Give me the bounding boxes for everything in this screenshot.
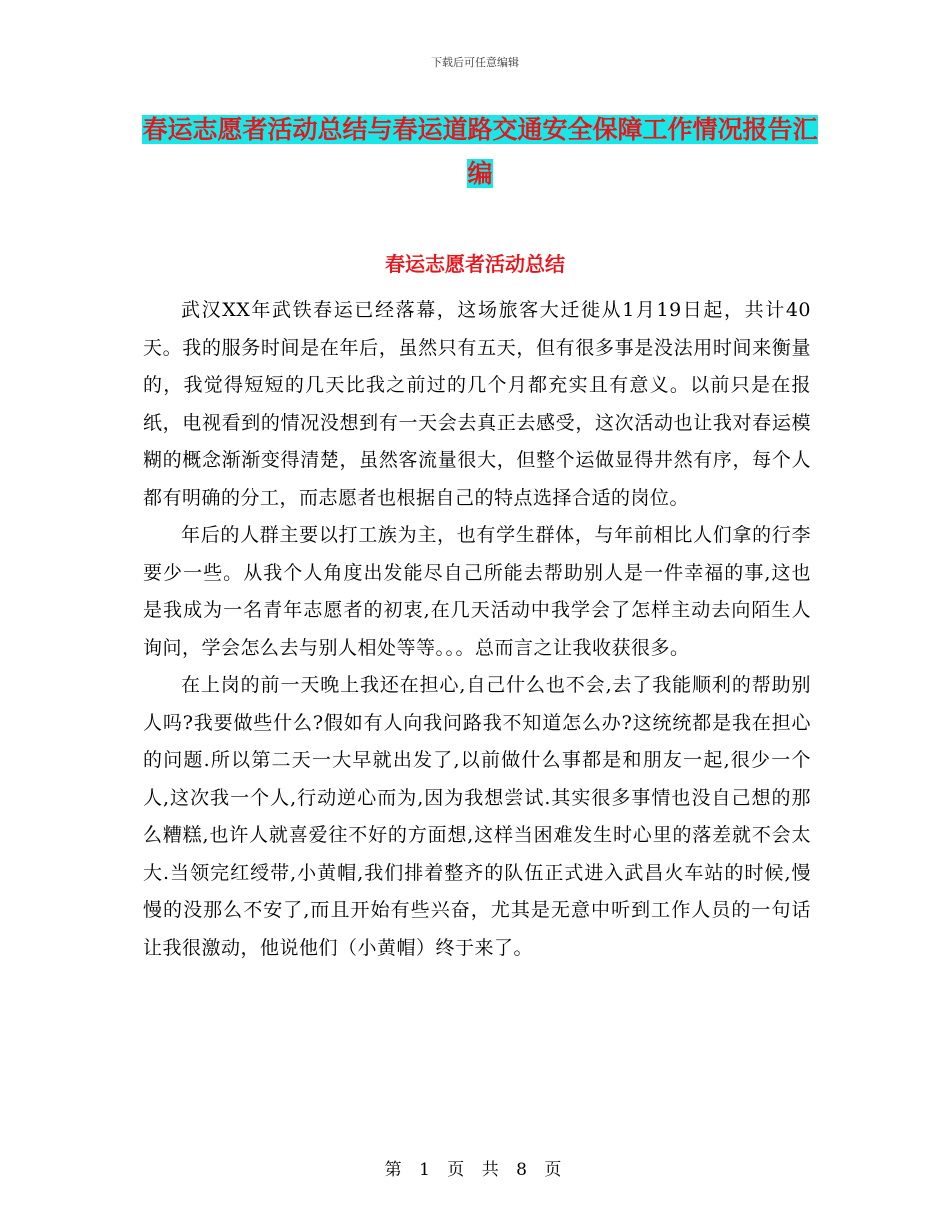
header-note: 下载后可任意编辑	[431, 56, 519, 69]
section-title: 春运志愿者活动总结	[385, 252, 565, 276]
paragraph: 武汉XX年武铁春运已经落幕，这场旅客大迁徙从1月19日起，共计40天。我的服务时间是在年后，虽然只有五天，但有很多事是没法用时间来衡量的，我觉得短短的几天比我之前过的几个月都充实且有意义。以前只是在报纸，电视看到的情况没想到有一天会去真正去感受，这次活动也让我对春运模糊的概念渐渐变得清楚，虽然客流量很大，但整个运做显得井然有序，每个人都有明确的分工，而志愿者也根据自己的特点选择合适的岗位。	[143, 299, 811, 509]
document-title-text: 春运志愿者活动总结与春运道路交通安全保障工作情况报告汇编	[142, 115, 818, 188]
document-body	[143, 292, 811, 967]
paragraph: 年后的人群主要以打工族为主，也有学生群体，与年前相比人们拿的行李要少一些。从我个人角度出发能尽自己所能去帮助别人是一件幸福的事,这也是我成为一名青年志愿者的初衷,在几天活动中我学会了怎样主动去向陌生人询问，学会怎么去与别人相处等等。。。总而言之让我收获很多。	[143, 524, 811, 659]
page-indicator: 第 1 页 共 8 页	[384, 1160, 566, 1180]
paragraph: 在上岗的前一天晚上我还在担心,自己什么也不会,去了我能顺利的帮助别人吗?我要做些什么?假如有人向我问路我不知道怎么办?这统统都是我在担心的问题.所以第二天一大早就出发了,以前做什么事都是和朋友一起,很少一个人,这次我一个人,行动逆心而为,因为我想尝试.其实很多事情也没自己想的那么糟糕,也许人就喜爱往不好的方面想,这样当困难发生时心里的落差就不会太大.当领完红绶带,小黄帽,我们排着整齐的队伍正式进入武昌火车站的时候,慢慢的没那么不安了,而且开始有些兴奋，尤其是无意中听到工作人员的一句话让我很激动，他说他们（小黄帽）终于来了。	[143, 674, 811, 959]
document-title	[140, 108, 820, 196]
